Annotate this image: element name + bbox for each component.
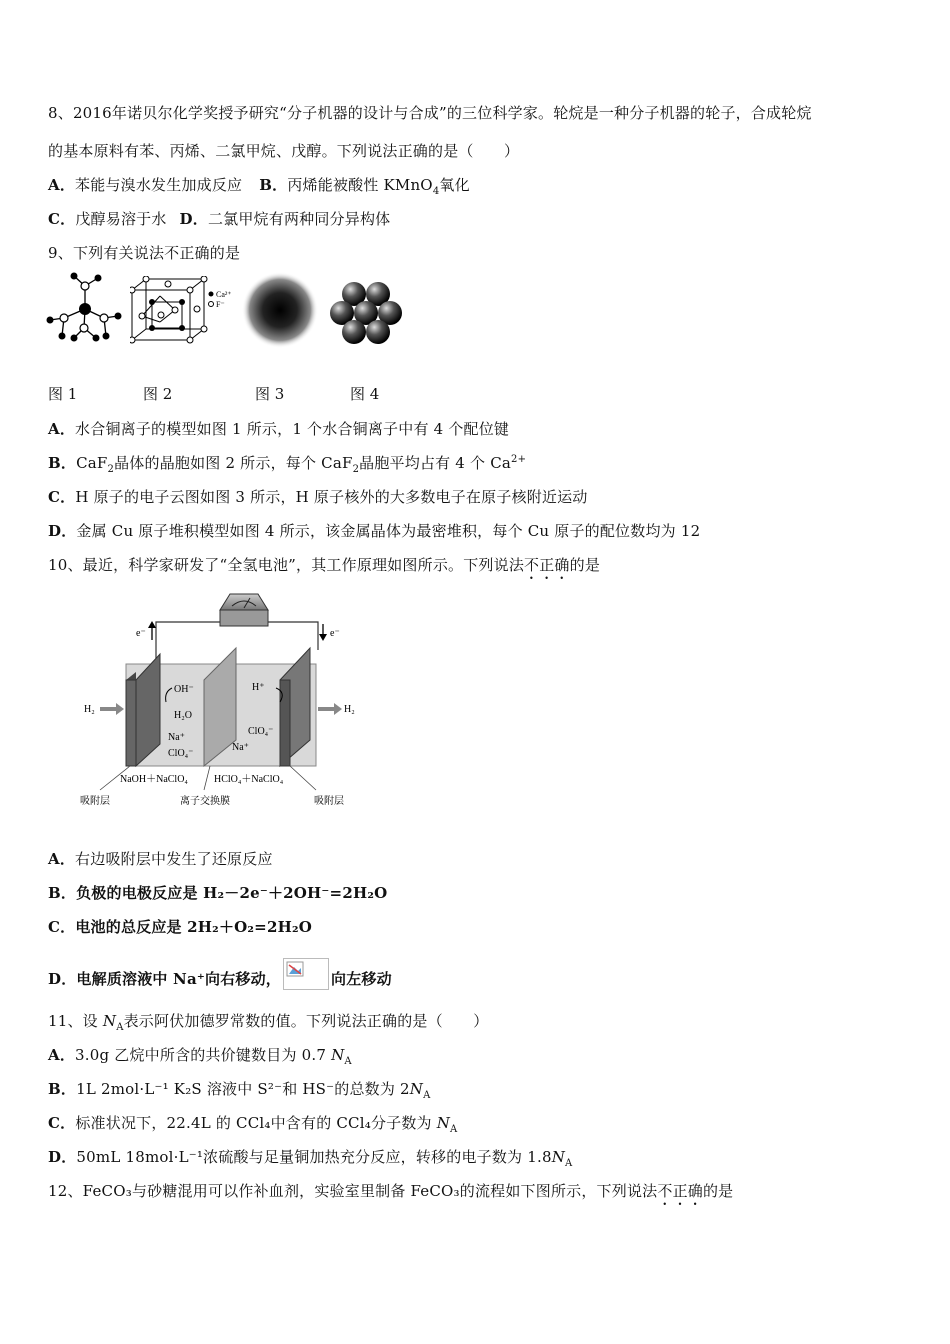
q10-option-a-label: A． [48,850,76,868]
q9-option-d-text: 金属 Cu 原子堆积模型如图 4 所示，该金属晶体为最密堆积，每个 Cu 原子的配位数均为 12 [76,522,701,540]
q10-option-a [48,848,273,869]
q8-option-c-label: C． [48,210,76,228]
q11-option-c-label: C． [48,1114,76,1132]
q9-option-d [48,520,700,541]
q11-stem-post: 表示阿伏加德罗常数的值。下列说法正确的是（ ） [123,1012,489,1030]
q11-option-a-label: A． [48,1046,76,1064]
broken-image-icon [283,958,329,990]
q9-option-b-post: 晶胞平均占有 4 个 Ca [359,454,512,472]
q9-option-b [48,452,526,475]
q9-option-b-label: B． [48,454,77,472]
layer-right-label: 吸附层 [314,796,344,807]
q11-option-a-text: 3.0g 乙烷中所含的共价键数目为 0.7 [75,1046,332,1064]
q10-option-b-text: 负极的电极反应是 H₂－2e⁻＋2OH⁻=2H₂O [76,884,388,902]
q8-option-d: 二氯甲烷有两种同分异构体 [207,210,391,228]
q9-option-b-sub1: 2 [107,464,115,475]
ammeter-icon [220,594,268,626]
q8-option-b-label: B． [259,176,288,194]
ion-na-right: Na⁺ [232,742,249,753]
solution-right-label: HClO₄＋NaClO₄ [214,774,284,785]
q11-stem-pre: 11、设 [48,1012,103,1030]
q9-option-a [48,418,509,439]
layer-left-label: 吸附层 [80,796,110,807]
q8-options-cd [48,208,390,229]
q11-option-c-na: N [436,1114,451,1132]
q10-option-c-text: 电池的总反应是 2H₂＋O₂=2H₂O [75,918,312,936]
figure-4-label: 图 4 [350,385,380,403]
q10-stem [48,554,600,583]
q11-option-a-na-sub: A [344,1056,352,1067]
q11-option-b [48,1078,431,1101]
q10-option-d-post: 向左移动 [331,970,392,988]
ion-h-plus: H⁺ [252,682,265,693]
q10-option-a-text: 右边吸附层中发生了还原反应 [75,850,273,868]
q11-option-a-na: N [331,1046,345,1064]
q11-stem [48,1010,488,1033]
q10-option-d-label: D． [48,970,77,988]
membrane-label: 离子交换膜 [180,796,230,807]
q11-option-d-label: D． [48,1148,77,1166]
e-left-label: e⁻ [136,628,146,639]
ion-oh: OH⁻ [174,684,194,695]
q10-stem-pre: 10、最近，科学家研发了“全氢电池”，其工作原理如图所示。下列说法 [48,556,525,574]
q8-option-a: 苯能与溴水发生加成反应 [75,176,243,194]
solution-left-label: NaOH＋NaClO₄ [120,774,188,785]
q8-stem-line2: 的基本原料有苯、丙烯、二氯甲烷、戊醇。下列说法正确的是（ ） [48,142,520,160]
figure-4-cu-packing-model [330,280,406,346]
q9-option-a-label: A． [48,420,76,438]
q9-stem: 9、下列有关说法不正确的是 [48,244,241,262]
q11-na-sub: A [116,1022,124,1033]
q8-option-d-label: D． [179,210,208,228]
q10-option-c [48,916,312,937]
q8-option-a-label: A． [48,176,76,194]
q11-option-c-na-sub: A [450,1124,458,1135]
q10-option-d [48,958,392,990]
q10-option-d-pre: 电解质溶液中 Na⁺向右移动， [76,970,281,988]
q9-option-a-text: 水合铜离子的模型如图 1 所示，1 个水合铜离子中有 4 个配位键 [75,420,510,438]
q11-na-symbol: N [102,1012,117,1030]
ion-clo4-left: ClO₄⁻ [168,748,194,759]
q8-options-ab [48,174,470,197]
hydrogen-battery-diagram [80,584,370,812]
q11-option-b-text: 1L 2mol·L⁻¹ K₂S 溶液中 S²⁻和 HS⁻的总数为 2 [76,1080,410,1098]
figure-1-copper-ion-model [44,272,124,344]
q8-stem-line1: 8、2016年诺贝尔化学奖授予研究“分子机器的设计与合成”的三位科学家。轮烷是一种分子机器的轮子，合成轮烷 [48,104,812,122]
figure-3-electron-cloud [240,272,320,348]
q10-option-c-label: C． [48,918,76,936]
q9-option-c-text: H 原子的电子云图如图 3 所示，H 原子核外的大多数电子在原子核附近运动 [75,488,588,506]
q11-option-b-label: B． [48,1080,77,1098]
figure-2-legend-ca: Ca²⁺ [216,290,232,299]
figure-3-label: 图 3 [255,385,285,403]
q10-option-b [48,882,387,903]
q9-option-b-pre: CaF [76,454,108,472]
ion-clo4-right: ClO₄⁻ [248,726,274,737]
q8-option-c: 戊醇易溶于水 [75,210,167,228]
q11-option-d-na-sub: A [565,1158,573,1169]
q11-option-b-na: N [409,1080,424,1098]
figure-2-legend-f: F⁻ [216,300,225,309]
q11-option-c-text: 标准状况下，22.4L 的 CCl₄中含有的 CCl₄分子数为 [75,1114,437,1132]
q8-option-b-post: 氧化 [439,176,470,194]
figure-2-caf2-unit-cell [130,276,232,344]
q8-option-b-pre: 丙烯能被酸性 KMnO [287,176,433,194]
q9-option-b-mid: 晶体的晶胞如图 2 所示，每个 CaF [114,454,353,472]
e-right-label: e⁻ [330,628,340,639]
q9-option-c-label: C． [48,488,76,506]
q12-stem-post: 的是 [702,1182,734,1200]
figure-1-label: 图 1 [48,385,78,403]
q9-option-c [48,486,588,507]
q9-option-d-label: D． [48,522,77,540]
q11-option-d-na: N [551,1148,566,1166]
q8-option-b-sub: 4 [432,186,440,197]
figure-2-label: 图 2 [143,385,173,403]
q12-stem-pre: 12、FeCO₃与砂糖混用可以作补血剂，实验室里制备 FeCO₃的流程如下图所示，下列说法 [48,1182,658,1200]
q10-stem-post: 的是 [569,556,601,574]
q9-option-b-sub2: 2 [352,464,360,475]
ion-na-left: Na⁺ [168,732,185,743]
q11-option-d-text: 50mL 18mol·L⁻¹浓硫酸与足量铜加热充分反应，转移的电子数为 1.8 [76,1148,552,1166]
ion-h2o: H₂O [174,710,192,721]
q12-stem [48,1180,733,1209]
q9-option-b-sup: 2+ [511,454,527,465]
h2-out-label: H₂ [344,704,355,715]
q10-option-b-label: B． [48,884,77,902]
q11-option-d [48,1146,572,1169]
q12-stem-emphasis: 不正确 [657,1182,703,1200]
q11-option-b-na-sub: A [423,1090,431,1101]
h2-in-label: H₂ [84,704,95,715]
q11-option-a [48,1044,352,1067]
q10-stem-emphasis: 不正确 [524,556,570,574]
q11-option-c [48,1112,457,1135]
